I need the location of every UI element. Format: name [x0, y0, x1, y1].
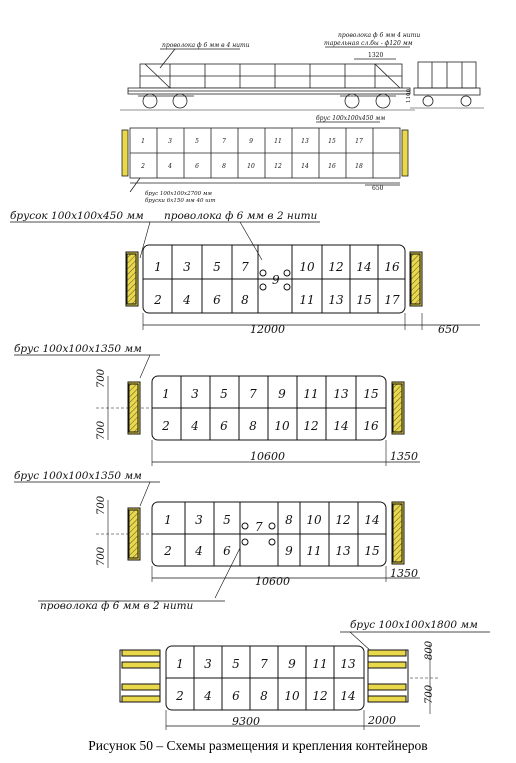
top-container-b-0: 2 [141, 163, 145, 170]
d2-container-b-6: 15 [356, 293, 372, 307]
d2-container-a-5: 12 [328, 260, 344, 274]
d4-side-top: 700 [96, 495, 107, 515]
d2-container-a-0: 1 [154, 260, 162, 274]
top-container-a-7: 15 [328, 138, 336, 145]
d4-dim-end: 1350 [390, 567, 418, 580]
d3-container-b-6: 14 [333, 419, 349, 433]
d5-container-a-2: 5 [232, 657, 240, 671]
d3-side-top: 700 [96, 368, 107, 388]
d5-dim-length: 9300 [232, 715, 260, 728]
bar-long-label: брус 100х100х2700 мм [145, 191, 212, 197]
top-container-b-7: 16 [328, 163, 336, 170]
top-container-a-3: 7 [222, 138, 226, 145]
d2-container-a-4: 10 [299, 260, 315, 274]
d3-container-a-4: 9 [278, 387, 286, 401]
d4-container-b-6: 15 [364, 544, 380, 558]
top-plan-cells [140, 138, 363, 170]
d4-dim-length: 10600 [255, 575, 290, 588]
d3-container-a-3: 7 [249, 387, 257, 401]
d4-container-b-4: 11 [306, 544, 322, 558]
d5-container-b-6: 14 [340, 689, 356, 703]
d2-container-a-2: 5 [213, 260, 221, 274]
top-container-a-2: 5 [195, 138, 199, 145]
dim-1320: 1320 [368, 52, 384, 59]
top-container-a-5: 11 [274, 138, 282, 145]
d5-cells [175, 657, 356, 703]
bars-bottom-label: бруски 6х150 мм 40 шт [145, 198, 216, 204]
scheme-15-containers [14, 470, 420, 612]
dim-650-top: 650 [372, 185, 384, 192]
wire-label-right: проволока ф 6 мм 4 нити [338, 32, 421, 39]
d3-container-b-2: 6 [220, 419, 228, 433]
d3-cells [161, 387, 379, 433]
d3-container-b-0: 2 [162, 419, 170, 433]
d2-container-b-7: 17 [384, 293, 400, 307]
d2-container-b-1: 4 [183, 293, 191, 307]
top-container-b-2: 6 [195, 163, 199, 170]
d5-container-b-3: 8 [260, 689, 268, 703]
d2-container-a-3: 7 [241, 260, 249, 274]
d5-bar-label: брус 100х100х1800 мм [350, 619, 478, 631]
d5-container-b-5: 12 [312, 689, 328, 703]
d3-side-bot: 700 [96, 420, 107, 440]
top-container-b-6: 14 [301, 163, 309, 170]
top-container-b-3: 8 [222, 163, 226, 170]
d4-container-a-3: 8 [285, 513, 293, 527]
d3-container-a-6: 13 [333, 387, 349, 401]
d5-container-a-3: 7 [260, 657, 268, 671]
d4-container-b-2: 6 [223, 544, 231, 558]
top-container-a-0: 1 [141, 138, 145, 145]
top-container-a-4: 9 [249, 138, 253, 145]
d2-container-a-7: 16 [384, 260, 400, 274]
top-container-a-8: 17 [355, 138, 363, 145]
d4-container-a-5: 12 [335, 513, 351, 527]
d2-dim-length: 12000 [250, 323, 285, 336]
washer-label: тарельная сл.бы - ф120 мм [324, 40, 413, 47]
d3-dim-end: 1350 [390, 450, 418, 463]
d3-container-b-7: 16 [363, 419, 379, 433]
d3-container-a-5: 11 [303, 387, 319, 401]
bar-plan-label: брус 100х100х450 мм [316, 115, 386, 122]
top-container-b-5: 12 [274, 163, 282, 170]
d5-side-top: 800 [424, 640, 435, 660]
figure-caption: Рисунок 50 – Схемы размещения и крепления контейнеров [88, 738, 428, 753]
top-container-a-1: 3 [168, 138, 172, 145]
d5-side-bot: 700 [424, 684, 435, 704]
d4-container-a-2: 5 [223, 513, 231, 527]
d3-dim-length: 10600 [250, 450, 285, 463]
platform-end-view [410, 62, 484, 108]
d5-container-b-0: 2 [176, 689, 184, 703]
d3-bar-label: брус 100х100х1350 мм [14, 343, 142, 355]
d3-container-b-3: 8 [249, 419, 257, 433]
top-container-a-6: 13 [301, 138, 309, 145]
d4-container-b-1: 4 [195, 544, 203, 558]
d2-container-b-2: 6 [213, 293, 221, 307]
d3-container-a-0: 1 [162, 387, 170, 401]
d4-cells [163, 513, 379, 558]
d5-container-b-4: 10 [284, 689, 300, 703]
d5-container-b-2: 6 [232, 689, 240, 703]
d5-container-a-6: 13 [340, 657, 356, 671]
d4-bar-label: брус 100х100х1350 мм [14, 470, 142, 482]
d2-container-b-5: 13 [328, 293, 344, 307]
d3-container-b-5: 12 [303, 419, 319, 433]
scheme-17-containers [10, 210, 480, 336]
d4-container-b-5: 13 [335, 544, 351, 558]
d4-wire-label: проволока ф 6 мм в 2 нити [40, 600, 194, 612]
top-container-b-8: 18 [355, 163, 363, 170]
d5-dim-end: 2000 [368, 714, 396, 727]
d5-container-a-1: 3 [204, 657, 212, 671]
d3-container-a-2: 5 [220, 387, 228, 401]
dim-1100: 1100 [406, 89, 412, 103]
d2-container-b-0: 2 [154, 293, 162, 307]
top-container-b-1: 4 [168, 163, 172, 170]
d5-container-b-1: 4 [204, 689, 212, 703]
platform-plan-view [122, 115, 408, 204]
wire-label-left: проволока ф 6 мм в 4 нити [162, 42, 250, 49]
d3-container-a-7: 15 [363, 387, 379, 401]
d2-dim-end: 650 [438, 323, 459, 336]
d2-container-b-4: 11 [299, 293, 315, 307]
d2-container-a-6: 14 [356, 260, 372, 274]
d5-container-a-0: 1 [176, 657, 184, 671]
d2-container-b-3: 8 [241, 293, 249, 307]
d4-side-bot: 700 [96, 546, 107, 566]
d4-container-a-1: 3 [195, 513, 203, 527]
d3-container-b-4: 10 [274, 419, 290, 433]
d2-bar-label: брусок 100х100х450 мм [10, 210, 144, 222]
top-container-b-4: 10 [247, 163, 255, 170]
d2-wire-label: проволока ф 6 мм в 2 нити [164, 210, 318, 222]
d4-container-b-0: 2 [164, 544, 172, 558]
d5-container-a-4: 9 [288, 657, 296, 671]
d4-container-a-0: 1 [164, 513, 172, 527]
d3-container-b-1: 4 [191, 419, 199, 433]
scheme-16-containers [14, 343, 420, 466]
d5-container-a-5: 11 [312, 657, 328, 671]
d3-container-a-1: 3 [191, 387, 199, 401]
d2-container-a-1: 3 [183, 260, 191, 274]
d4-container-b-3: 9 [285, 544, 293, 558]
d4-container-a-4: 10 [306, 513, 322, 527]
d4-container-a-6: 14 [364, 513, 380, 527]
scheme-14-containers [120, 619, 490, 730]
d2-center-label: 9 [272, 273, 280, 287]
d4-center-label: 7 [255, 520, 263, 534]
platform-side-view [120, 32, 420, 110]
